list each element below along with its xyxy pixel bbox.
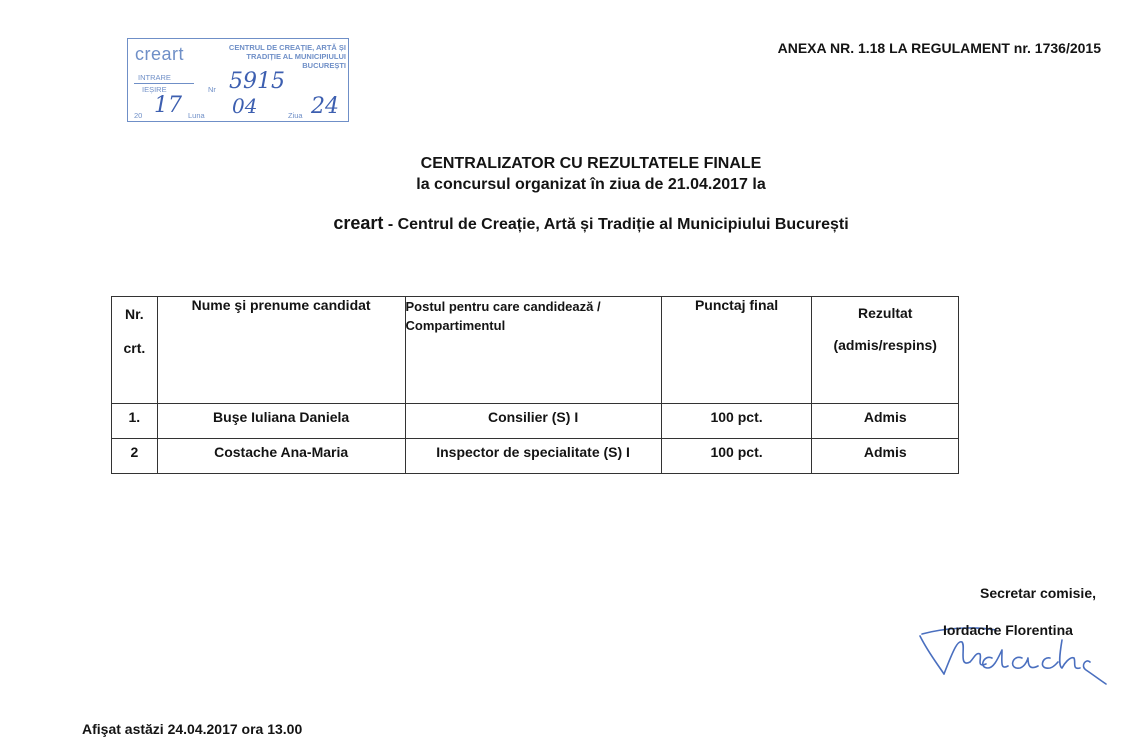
secretary-label: Secretar comisie, (980, 585, 1096, 601)
header-nr (112, 297, 158, 404)
institution-name: - Centrul de Creație, Artă și Tradiție al Municipiului București (383, 216, 849, 233)
header-post (405, 297, 661, 404)
document-title-block (0, 153, 1136, 234)
header-nr-line2: crt. (123, 340, 146, 356)
annex-reference: ANEXA NR. 1.18 LA REGULAMENT nr. 1736/2015 (777, 40, 1101, 56)
stamp-logo: creart (135, 44, 185, 64)
stamp-ziua-value: 24 (311, 94, 339, 119)
stamp-organization: CENTRUL DE CREAȚIE, ARTĂ ȘI TRADIȚIE AL MUNICIPIULUI BUCUREȘTI (228, 43, 346, 70)
row-post: Consilier (S) I (405, 404, 661, 439)
stamp-iesire-label: IEȘIRE (142, 85, 167, 94)
row-name: Costache Ana-Maria (157, 439, 405, 474)
row-score: 100 pct. (661, 404, 812, 439)
posted-date: Afişat astăzi 24.04.2017 ora 13.00 (82, 721, 303, 737)
row-post: Inspector de specialitate (S) I (405, 439, 661, 474)
stamp-year-value: 17 (154, 93, 182, 118)
stamp-nr-value: 5915 (229, 69, 285, 94)
secretary-name: Iordache Florentina (943, 622, 1073, 638)
header-post-line1: Postul pentru care candidează / (405, 299, 601, 314)
institution-line (0, 213, 1136, 234)
table-header-row (112, 297, 959, 404)
stamp-intrare-label: INTRARE (138, 73, 171, 82)
results-table (111, 296, 959, 474)
document-title: CENTRALIZATOR CU REZULTATELE FINALE (420, 155, 762, 172)
stamp-ziua-label: Ziua (288, 111, 303, 120)
row-nr: 1. (112, 404, 158, 439)
creart-logo: creart (333, 213, 384, 233)
row-name: Buşe Iuliana Daniela (157, 404, 405, 439)
stamp-divider (134, 83, 194, 84)
row-result: Admis (812, 439, 959, 474)
stamp-luna-label: Luna (188, 111, 205, 120)
row-result: Admis (812, 404, 959, 439)
table-row (112, 404, 959, 439)
row-nr: 2 (112, 439, 158, 474)
header-score: Punctaj final (661, 297, 812, 404)
header-result (812, 297, 959, 404)
header-name: Nume şi prenume candidat (157, 297, 405, 404)
header-nr-line1: Nr. (125, 306, 144, 322)
stamp-year-prefix: 20 (134, 111, 143, 120)
stamp-nr-label: Nr (208, 85, 216, 94)
document-subtitle: la concursul organizat în ziua de 21.04.2017 la (416, 176, 766, 193)
row-score: 100 pct. (661, 439, 812, 474)
stamp-luna-value: 04 (232, 94, 258, 118)
header-post-line2: Compartimentul (405, 318, 506, 333)
registration-stamp (127, 38, 349, 122)
table-row (112, 439, 959, 474)
header-result-line2: (admis/respins) (833, 337, 937, 353)
header-result-line1: Rezultat (858, 305, 913, 321)
